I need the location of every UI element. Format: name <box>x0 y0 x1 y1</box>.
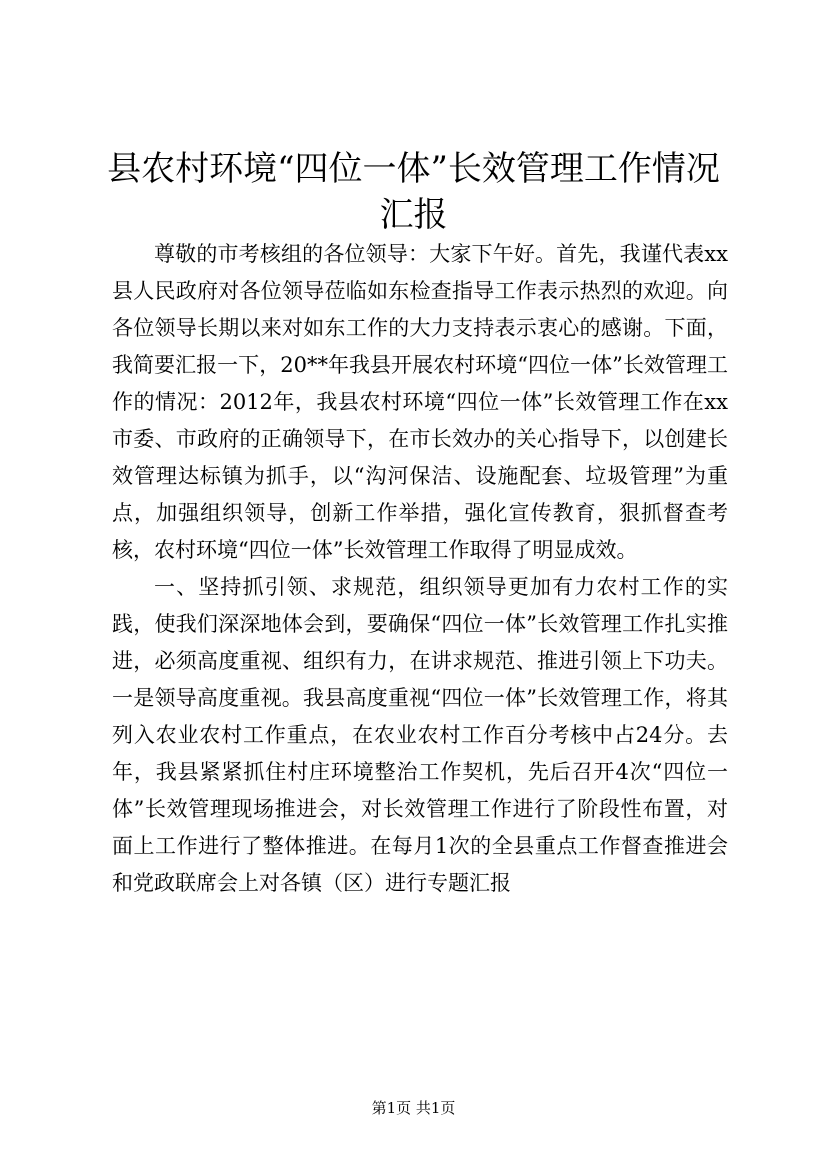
paragraph-intro: 尊敬的市考核组的各位领导：大家下午好。首先，我谨代表xx县人民政府对各位领导莅临如东检查指导工作表示热烈的欢迎。向各位领导长期以来对如东工作的大力支持表示衷心的感谢。下面，我简要汇报一下，20**年我县开展农村环境“四位一体”长效管理工作的情况：2012年，我县农村环境“四位一体”长效管理工作在xx市委、市政府的正确领导下，在市长效办的关心指导下，以创建长效管理达标镇为抓手，以“沟河保洁、设施配套、垃圾管理”为重点，加强组织领导，创新工作举措，强化宣传教育，狠抓督查考核，农村环境“四位一体”长效管理工作取得了明显成效。 <box>112 242 728 562</box>
paragraph-section-one: 一、坚持抓引领、求规范，组织领导更加有力农村工作的实践，使我们深深地体会到，要确保“四位一体”长效管理工作扎实推进，必须高度重视、组织有力，在讲求规范、推进引领上下功夫。一是领导高度重视。我县高度重视“四位一体”长效管理工作，将其列入农业农村工作重点，在农业农村工作百分考核中占24分。去年，我县紧紧抓住村庄环境整治工作契机，先后召开4次“四位一体”长效管理现场推进会，对长效管理工作进行了阶段性布置，对面上工作进行了整体推进。在每月1次的全县重点工作督查推进会和党政联席会上对各镇（区）进行专题汇报 <box>112 575 728 895</box>
document-title: 县农村环境“四位一体”长效管理工作情况汇报 <box>107 149 720 235</box>
page-footer: 第1页 共1页 <box>371 1099 456 1117</box>
document-body <box>112 236 728 902</box>
